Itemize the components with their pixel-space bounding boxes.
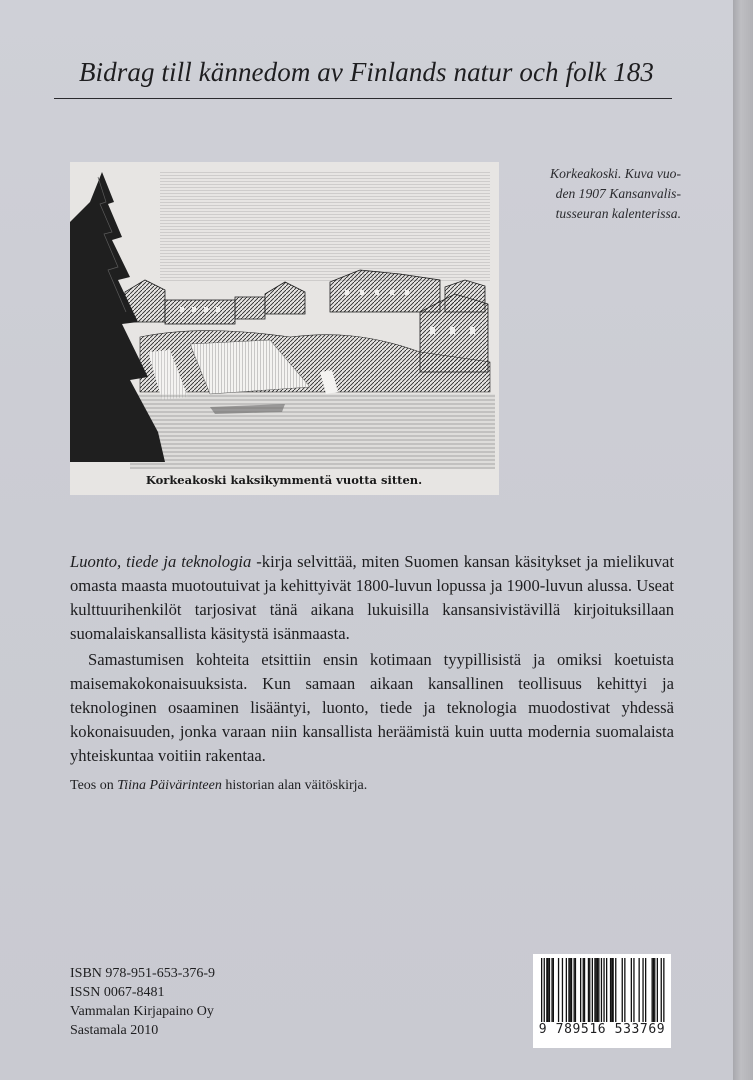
imprint-block [70,964,215,1040]
barcode-bar [606,958,607,1024]
barcode-bar [661,958,662,1032]
isbn-barcode [533,954,671,1048]
korkeakoski-engraving [70,162,499,495]
barcode-bar [615,958,616,1024]
barcode-bar [639,958,640,1024]
barcode-bar [588,958,589,1024]
cover-edge [733,0,753,1080]
isbn: ISBN 978-951-653-376-9 [70,966,216,981]
series-title: Bidrag till kännedom av Finlands natur och folk 183 [78,57,655,87]
barcode-bar [558,958,559,1024]
barcode-bar [654,958,655,1024]
barcode-bar [553,958,554,1024]
issn: ISSN 0067-8481 [70,985,165,1000]
barcode-digits: 9 789516 533769 [533,1022,671,1037]
barcode-bar [580,958,581,1024]
barcode-bar [583,958,584,1024]
barcode-bar [546,958,547,1024]
barcode-bar [610,958,611,1024]
barcode-bar [657,958,658,1024]
printer: Vammalan Kirjapaino Oy [70,1004,214,1019]
figure-caption [511,164,681,224]
barcode-bar [568,958,569,1024]
book-description [70,550,674,768]
barcode-bar [642,958,643,1024]
barcode-bar [622,958,623,1024]
barcode-bar [592,958,593,1024]
description-paragraph-1 [70,550,674,646]
barcode-bar [663,958,664,1032]
barcode-bar [613,958,614,1024]
barcode-bar [624,958,625,1024]
barcode-bar [589,958,590,1024]
description-paragraph-2: Samastumisen kohteita etsittiin ensin kotimaan tyypillisistä ja omiksi koetuista maisemakokonaisuuksista. Kun samaan aikaan kansallinen teollisuus kehittyi ja teknologinen osaaminen lisääntyi, luonto, tiede ja teknologia muodostivat yhdessä kokonaisuuden, jonka varaan niin kansallista heräämistä kuin uutta modernia suomalaista yhteiskuntaa voitiin rakentaa. [70,650,674,765]
barcode-bar [570,958,571,1024]
barcode-bar [544,958,545,1032]
barcode-bar [584,958,585,1024]
title-divider [54,98,672,99]
barcode-bar [598,958,599,1024]
thesis-author: Tiina Päivärinteen [117,778,222,793]
barcode-bar [631,958,632,1024]
barcode-bar [652,958,653,1024]
barcode-bar [645,958,646,1024]
barcode-bar [603,958,604,1032]
caption-line-3: tusseuran kalenterissa. [555,206,681,221]
barcode-bar [597,958,598,1024]
barcode-bar [611,958,612,1024]
barcode-bar [551,958,552,1024]
barcode-bar [594,958,595,1024]
barcode-bar [575,958,576,1024]
place-year: Sastamala 2010 [70,1023,159,1038]
thesis-suffix: historian alan väitöskirja. [221,778,368,793]
barcode-bar [633,958,634,1024]
book-title: Luonto, tiede ja teknologia [70,552,252,571]
barcode-bar [562,958,563,1024]
barcode-bar [548,958,549,1024]
caption-line-1: Korkeakoski. Kuva vuo- [550,166,681,181]
thesis-prefix: Teos on [70,778,118,793]
barcode-bar [571,958,572,1024]
caption-line-2: den 1907 Kansanvalis- [555,186,681,201]
barcode-bar [653,958,654,1024]
barcode-bar [596,958,597,1024]
paragraph-1-text: -kirja selvittää, miten Suomen kansan käsitykset ja mielikuvat omasta maasta muotoutuivat ja kehittyivät 1800-luvun lopussa ja 1900-luvun alussa. Useat kulttuurihenkilöt tarjosivat tänä aikana lukuisilla kansansivistävillä kirjoituksillaan suomalaiskansallista käsitystä isänmaasta. [70,552,674,643]
barcode-bar [566,958,567,1024]
barcode-bar [574,958,575,1024]
thesis-note [70,776,367,796]
barcode-bar [541,958,542,1032]
barcode-bar [549,958,550,1024]
barcode-bar [601,958,602,1032]
engraving-inscription: Korkeakoski kaksikymmentä vuotta sitten. [145,473,423,487]
